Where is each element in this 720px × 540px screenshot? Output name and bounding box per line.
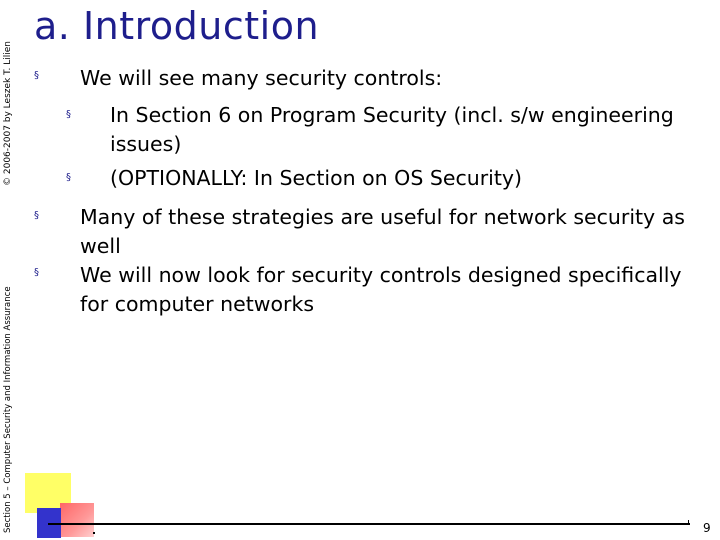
sub-bullet-text-2: (OPTIONALLY: In Section on OS Security) xyxy=(110,166,523,190)
footer-rule xyxy=(48,523,690,525)
bullet-text-3: We will now look for security controls designed specifically for computer networks xyxy=(80,263,682,316)
sub-bullet-marker: § xyxy=(66,109,71,120)
footer-tick xyxy=(688,520,689,524)
page-number: 9 xyxy=(703,521,711,535)
bullet-text-1: We will see many security controls: xyxy=(80,66,443,90)
decor-pink-square xyxy=(60,503,94,537)
sub-bullet-marker: § xyxy=(66,172,71,183)
copyright-note: © 2006-2007 by Leszek T. Lilien xyxy=(3,40,13,186)
bullet-marker: § xyxy=(34,210,39,221)
bullet-marker: § xyxy=(34,70,39,81)
footer-dot xyxy=(93,532,95,534)
bullet-marker: § xyxy=(34,267,39,278)
slide-title: a. Introduction xyxy=(34,4,320,48)
sub-bullet-text-1: In Section 6 on Program Security (incl. s/w engineering issues) xyxy=(110,103,674,156)
section-label: Section 5 – Computer Security and Information Assurance xyxy=(3,286,13,533)
bullet-text-2: Many of these strategies are useful for network security as well xyxy=(80,205,685,258)
